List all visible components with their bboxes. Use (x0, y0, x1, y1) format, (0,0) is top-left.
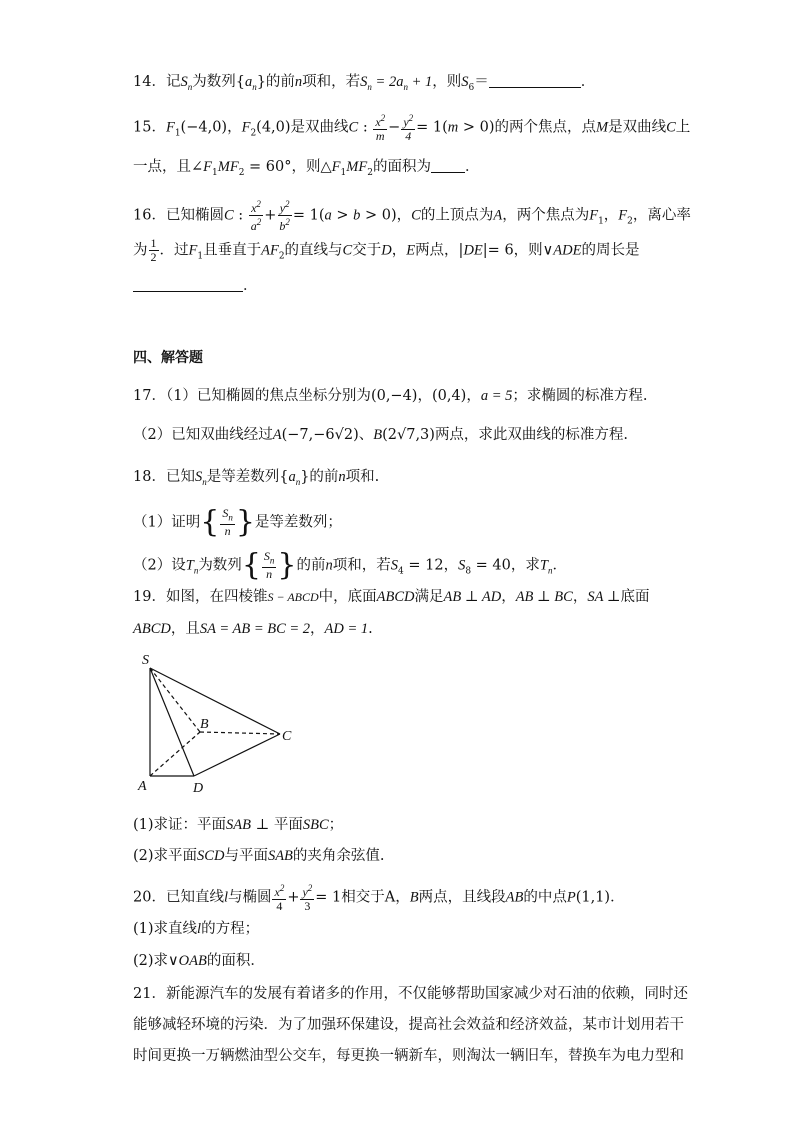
math: a (244, 74, 253, 90)
question-21-line1: 21．新能源汽车的发展有着诸多的作用，不仅能够帮助国家减少对石油的依赖，同时还 (133, 986, 688, 1002)
math: a (396, 74, 404, 90)
math-sub: 6 (468, 82, 475, 93)
text: 的前 (265, 74, 295, 90)
math: ABCD (133, 621, 171, 637)
text: 为 (133, 242, 148, 259)
text: 两点，求此双曲线的标准方程. (434, 427, 629, 443)
answer-blank[interactable] (489, 73, 581, 88)
question-18-line1: 18．已知$S_n$是等差数列$\{a_n\}$的前n项和. (133, 469, 380, 487)
math: (−7,−6√2) (281, 427, 359, 443)
math: DE (463, 242, 483, 259)
fraction-Sn-n: $\frac{S_n}{n}$ (263, 549, 275, 582)
math: AB ⊥ AD (443, 589, 502, 605)
math: S − ABCD (267, 590, 319, 604)
edge-DC (194, 734, 280, 776)
text: ，离心率 (632, 207, 691, 224)
text: 一点，且∠ (133, 159, 204, 175)
text: 已知椭圆 (165, 207, 224, 224)
question-15-line2: 一点，且$\angle F_1MF_2 = 60^\circ$，则$\triangle F_1MF_2$的面积为 ． (133, 159, 480, 178)
fraction: $\frac{y^2}{b^2}$ (279, 199, 290, 233)
math: (−4,0) (180, 119, 228, 136)
fraction: $\frac{x^2}{4}$ (274, 883, 285, 913)
math: A (272, 427, 282, 443)
question-17-line1: 17．（1）已知椭圆的焦点坐标分别为(0,−4)，(0,4)，a = 5；求椭圆的标准方程. (133, 388, 648, 404)
text: 底面 (620, 589, 650, 605)
text: ，则 (432, 74, 462, 90)
text: 的周长是 (581, 242, 640, 259)
math: B (373, 427, 383, 443)
text: (2)求∨ (133, 953, 179, 969)
text: : (358, 119, 373, 136)
text: ；求椭圆的标准方程. (512, 388, 648, 404)
text: 两点，且线段 (418, 889, 506, 906)
question-16-line1: 16．已知椭圆C : $\frac{x^2}{a^2}$ + $\frac{y^2}{b^2}$ = 1(a > b > 0)，C的上顶点为A，两个焦点为$F_1$，$F_2$，离心率 (133, 199, 691, 233)
math: D (381, 242, 392, 259)
answer-blank[interactable] (133, 277, 243, 292)
text: 为数列 (192, 74, 236, 90)
text: 的夹角余弦值. (292, 848, 385, 864)
q-number: 15． (133, 119, 166, 136)
text: （2）设 (133, 557, 186, 574)
math: + 1 (407, 74, 433, 90)
answer-blank[interactable] (431, 158, 465, 173)
text: 是等差数列 (206, 469, 280, 485)
label-A: A (138, 779, 147, 794)
math: SA ⊥ (587, 589, 621, 605)
math: AB (505, 889, 524, 906)
math: a = 5 (480, 388, 513, 404)
fraction: $\frac{x^2}{m}$ (375, 113, 386, 143)
question-19-part1: (1)求证：平面SAB ⊥ 平面SBC； (133, 817, 344, 833)
text: ． (243, 278, 258, 294)
text: 的面积． (206, 953, 265, 969)
text: （1）已知椭圆的焦点坐标分别为 (165, 388, 371, 404)
text: 的前 (296, 557, 326, 574)
text: (2)求平面 (133, 848, 198, 864)
math: AF (261, 242, 279, 259)
math-sub: n (403, 81, 408, 92)
label-S: S (142, 653, 149, 668)
math: M (217, 159, 230, 175)
math: A (384, 889, 396, 906)
q-number: 20． (133, 889, 166, 906)
math: SCD (197, 848, 225, 864)
question-19-line2: ABCD，且SA = AB = BC = 2，AD = 1. (133, 621, 373, 637)
text: 是双曲线 (290, 119, 349, 136)
math: F (165, 119, 175, 136)
question-20-line1: 20．已知直线l与椭圆 $\frac{x^2}{4}$ + $\frac{y^2}{3}$ = 1相交于A，B两点，且线段AB的中点P(1,1)． (133, 883, 625, 913)
text: 相交于 (341, 889, 385, 906)
math: SAB (226, 817, 252, 833)
question-20-part1 (133, 919, 259, 939)
math: SA = AB = BC = 2 (199, 621, 311, 637)
question-14: 14．记$S_n$为数列$\{a_n\}$的前n项和，若$S_n = 2a_n + 1$，则$S_6=$ ． (133, 74, 596, 93)
text: 的前 (309, 469, 339, 485)
section-title: 四、解答题 (133, 350, 203, 366)
text: |= 6，则∨ (482, 242, 554, 259)
question-21-line3: 时间更换一万辆燃油型公交车，每更换一辆新车，则淘汰一辆旧车，替换车为电力型和 (133, 1048, 684, 1064)
text: ． (464, 159, 480, 175)
math-sub: n (187, 81, 193, 92)
math: P (566, 889, 576, 906)
math: (0,4) (431, 388, 467, 404)
fraction: $\frac{y^2}{4}$ (403, 113, 414, 143)
text: ，则△ (291, 159, 332, 175)
math: = 40 (471, 557, 511, 574)
math: E (406, 242, 416, 259)
math: ADE (553, 242, 582, 259)
math: F (241, 119, 251, 136)
text: 已知 (165, 469, 195, 485)
math: SBC (302, 817, 329, 833)
text: ，求 (510, 557, 540, 574)
math: m (447, 119, 459, 136)
q-number: 17． (133, 388, 166, 404)
question-21-line2: 能够减轻环境的污染．为了加强环保建设，提高社会效益和经济效益，某市计划用若干 (133, 1017, 684, 1033)
math: = 2 (371, 74, 397, 90)
text: 为数列 (198, 557, 242, 574)
question-16-line2: 为 $\frac{1}{2}$ ．过$F_1$且垂直于$AF_2$的直线与C交于D，E两点，|DE|= 6，则∨ADE的周长是 (133, 236, 640, 264)
text: ＝ (474, 74, 489, 90)
question-20-part2 (133, 951, 265, 971)
math: ABCD (376, 589, 415, 605)
text: 是双曲线 (608, 119, 667, 136)
math: AD = 1 (324, 621, 369, 637)
edge-AB (150, 732, 200, 776)
text: ． (580, 74, 596, 90)
text: 且垂直于 (203, 242, 262, 259)
label-B: B (200, 717, 209, 732)
text: = 1( (416, 119, 448, 136)
math: S (461, 74, 469, 90)
text: 的直线与 (284, 242, 343, 259)
math-sub: n (252, 81, 257, 92)
q-number: 14． (133, 74, 166, 90)
text: 平面 (273, 817, 303, 833)
fraction: $\frac{x^2}{a^2}$ (250, 199, 262, 233)
math: OAB (178, 953, 207, 969)
fraction-half: $\frac{1}{2}$ (150, 236, 157, 264)
text: 项和，若 (332, 557, 391, 574)
fraction: $\frac{y^2}{3}$ (302, 883, 313, 913)
math: M (346, 159, 359, 175)
text: 是等差数列； (254, 514, 342, 531)
label-C: C (282, 729, 292, 744)
math: B (409, 889, 419, 906)
text: 交于 (352, 242, 382, 259)
text: (1)求直线 (133, 921, 198, 937)
q-number: 19． (133, 589, 166, 605)
math: = 12 (403, 557, 444, 574)
q-number: 18． (133, 469, 166, 485)
text: (1)求证：平面 (133, 817, 227, 833)
math: (1,1) (575, 889, 611, 906)
math: n (294, 74, 303, 90)
text: 记 (165, 74, 181, 90)
text: 项和，若 (302, 74, 361, 90)
text: 的方程； (201, 921, 260, 937)
math: l (223, 889, 228, 906)
text: 两点，| (415, 242, 464, 259)
math: S (180, 74, 188, 90)
math: S (360, 74, 368, 90)
text: ．过 (159, 242, 189, 259)
text: （1）证明 (133, 514, 201, 531)
math: A (493, 207, 503, 224)
math: AB ⊥ BC (515, 589, 573, 605)
text: 的面积为 (372, 159, 431, 175)
question-15-line1: 15．$F_1(-4,0)$，$F_2(4,0)$是双曲线C : $\frac{x^2}{m}$ − $\frac{y^2}{4}$ = 1(m > 0)的两个焦点，点M是双曲线C上 (133, 113, 691, 143)
label-D: D (193, 781, 204, 796)
question-18-line2: （1）证明{ $\frac{S_n}{n}$ }是等差数列； (133, 504, 342, 540)
text: > 0)， (360, 207, 412, 224)
text: 与平面 (224, 848, 268, 864)
text: 满足 (414, 589, 444, 605)
edge-SB (150, 668, 200, 732)
question-19-part2 (133, 846, 385, 866)
edge-BC (200, 732, 280, 734)
text: ． (552, 557, 567, 574)
text: 上 (675, 119, 691, 136)
question-16-line3 (133, 276, 258, 296)
math: = 60° (244, 159, 292, 175)
math-sub: n (367, 81, 372, 92)
text: （2）已知双曲线经过 (133, 427, 273, 443)
math: (4,0) (256, 119, 291, 136)
math: = 1 (315, 889, 342, 906)
math: SAB (267, 848, 293, 864)
math: C (348, 119, 359, 136)
math: (0,−4) (370, 388, 418, 404)
text: 中，底面 (318, 589, 377, 605)
question-19-line1: 19．如图，在四棱锥S − ABCD中，底面ABCD满足AB ⊥ AD，AB ⊥ BC，SA ⊥底面 (133, 589, 650, 605)
question-17-line2: （2）已知双曲线经过A(−7,−6√2)、B(2√7,3)两点，求此双曲线的标准方程. (133, 427, 629, 443)
text: ，两个焦点为 (502, 207, 590, 224)
fraction-Sn-n: $\frac{S_n}{n}$ (222, 506, 233, 539)
text: = 1( (292, 207, 325, 224)
edge-SD (150, 668, 194, 776)
pyramid-figure (130, 648, 310, 798)
text: ，且 (170, 621, 200, 637)
edge-SC (150, 668, 280, 734)
text: 的中点 (523, 889, 567, 906)
text: > 0)的两个焦点，点 (458, 119, 597, 136)
text: 的上顶点为 (420, 207, 494, 224)
text: 已知直线 (165, 889, 224, 906)
q-number: 16． (133, 207, 166, 224)
text: 如图，在四棱锥 (165, 589, 268, 605)
question-18-line3: （2）设$T_n$为数列{ $\frac{S_n}{n}$ }的前n项和，若$S_4 = 12$，$S_8 = 40$，求$T_n$． (133, 547, 567, 583)
math: M (596, 119, 609, 136)
text: 项和. (345, 469, 380, 485)
text: 与椭圆 (227, 889, 272, 906)
math: l (197, 921, 202, 937)
math: C (666, 119, 676, 136)
math: (2√7,3) (382, 427, 435, 443)
